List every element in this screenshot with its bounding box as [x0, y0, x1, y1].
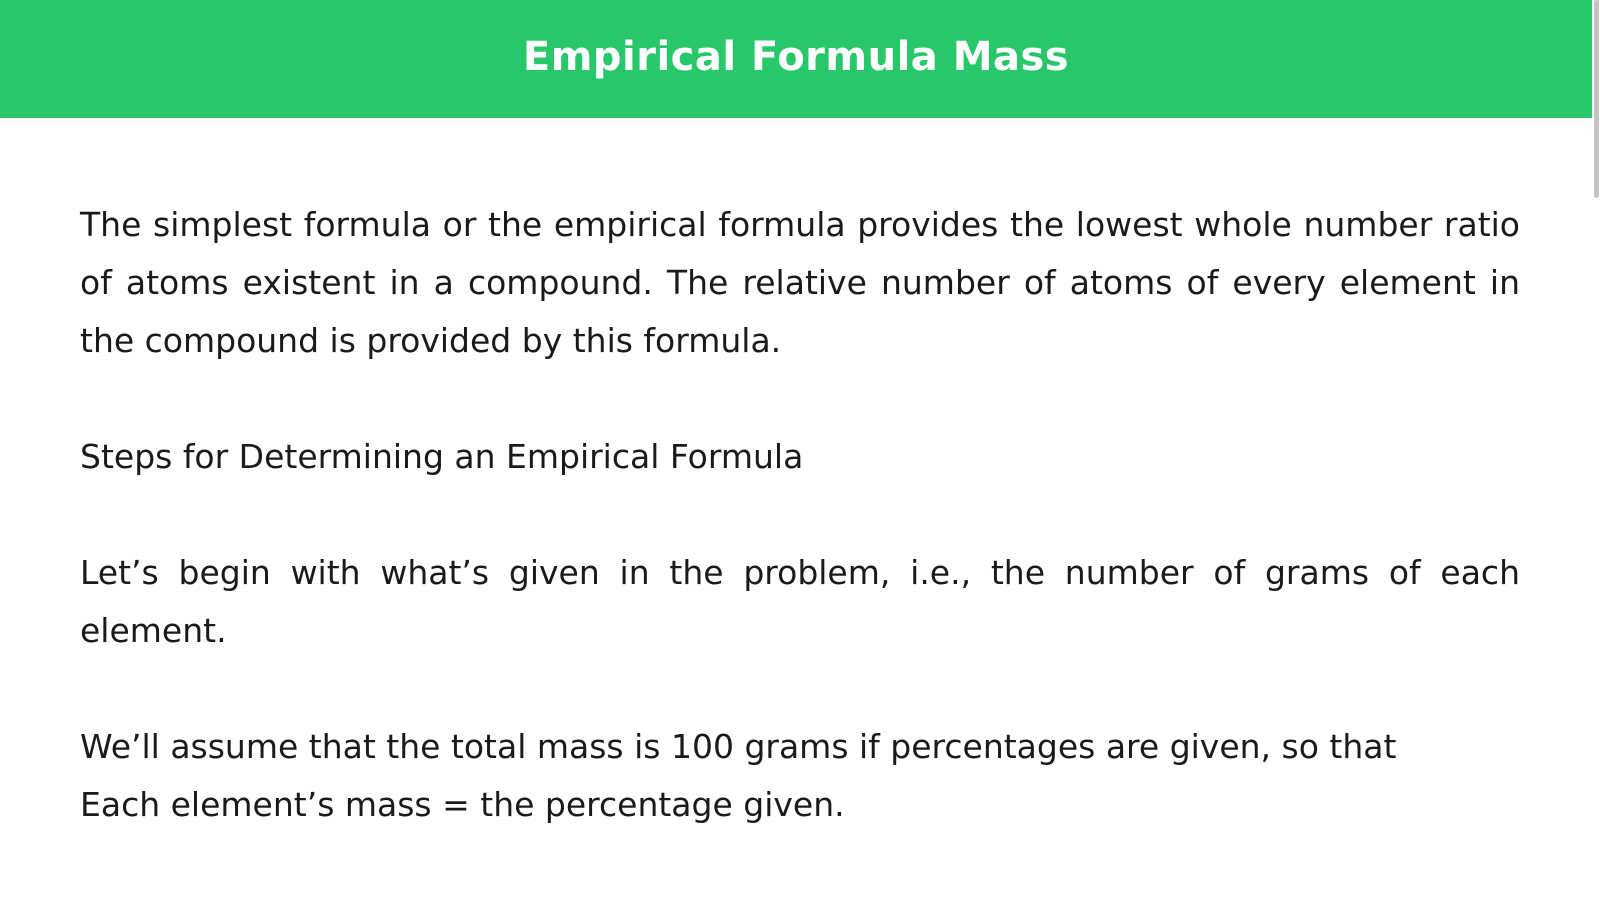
steps-heading: Steps for Determining an Empirical Formula [80, 437, 804, 476]
scrollbar-thumb[interactable] [1594, 0, 1599, 198]
article-content [80, 196, 1520, 834]
app-header [0, 0, 1592, 118]
step-paragraph: Let’s begin with what’s given in the problem, i.e., the number of grams of each element. [80, 553, 1520, 650]
intro-paragraph: The simplest formula or the empirical formula provides the lowest whole number ratio of atoms existent in a compound. The relative number of atoms of every element in the compound is provided by this formula. [80, 205, 1520, 360]
assumption-line: Each element’s mass = the percentage given. [80, 785, 845, 824]
assumption-paragraph [80, 718, 1520, 834]
scrollbar[interactable] [1592, 0, 1600, 900]
assumption-line: We’ll assume that the total mass is 100 grams if percentages are given, so that [80, 727, 1397, 766]
page-title: Empirical Formula Mass [522, 34, 1070, 80]
